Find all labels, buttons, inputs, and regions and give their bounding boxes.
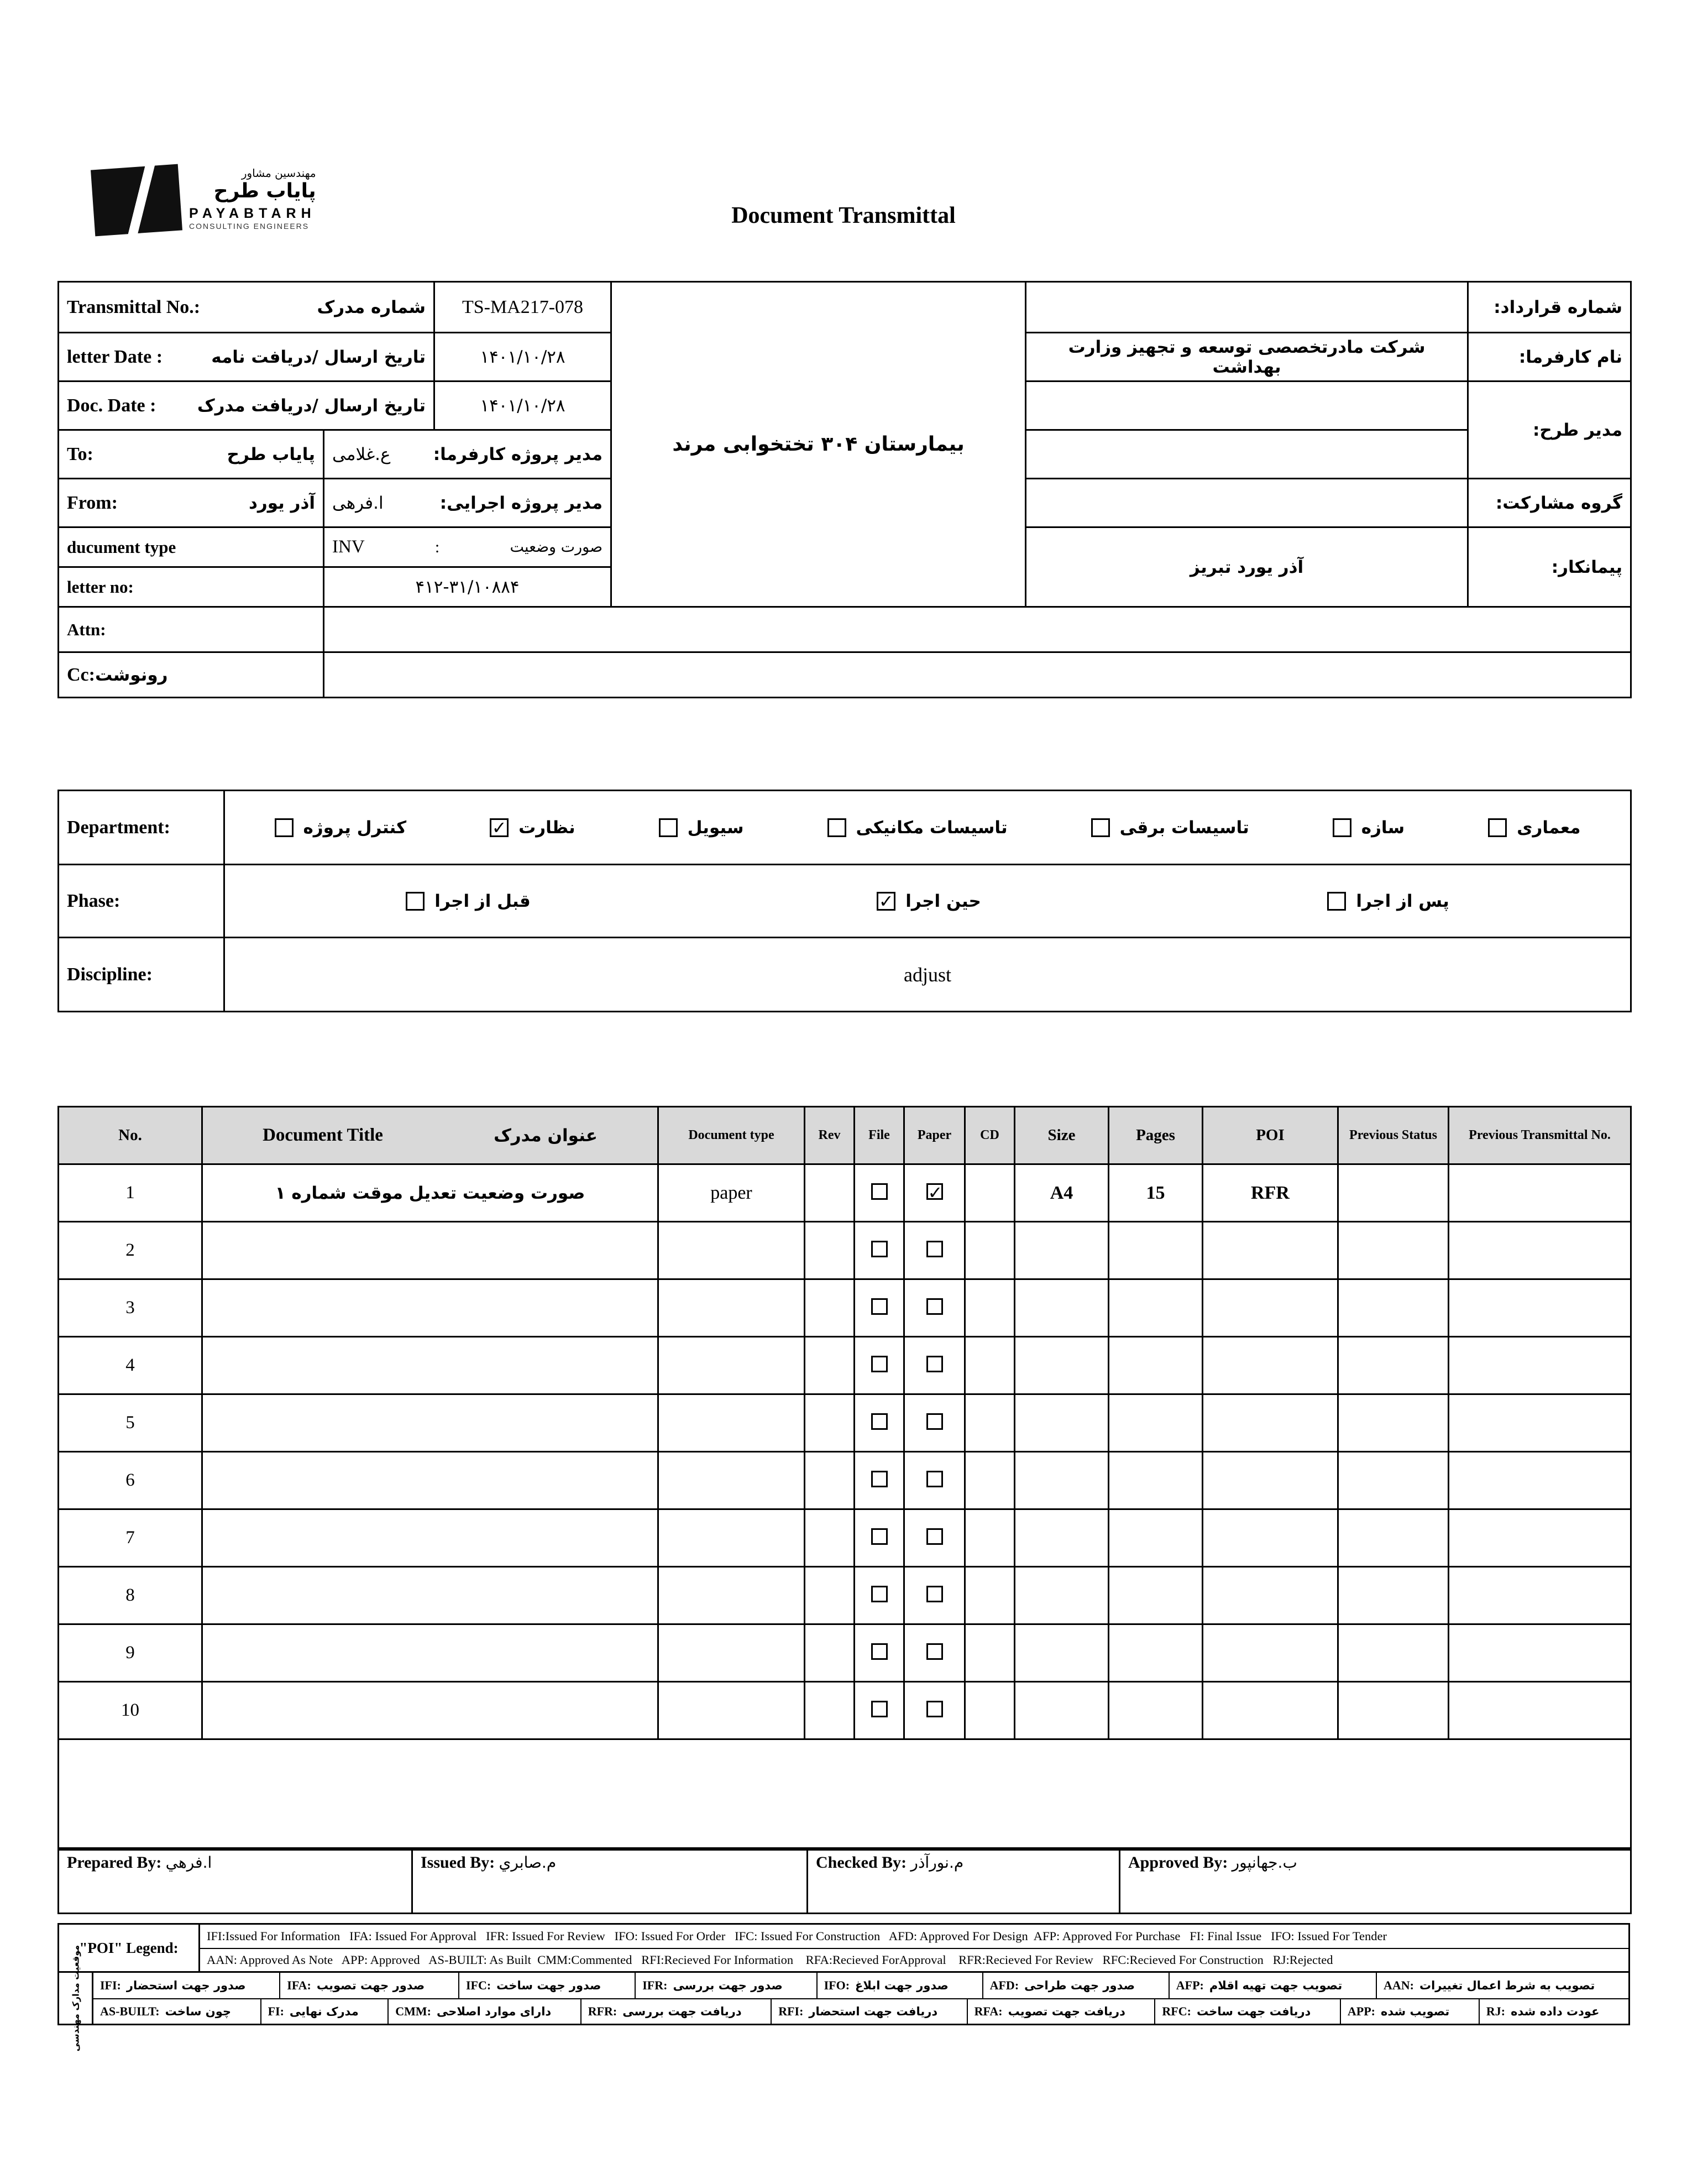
partnership-label: گروه مشارکت: bbox=[1468, 479, 1631, 527]
checkbox-phase-after[interactable] bbox=[1327, 892, 1346, 911]
client-pm-label: مدیر پروژه کارفرما: bbox=[433, 444, 603, 464]
cc-label bbox=[59, 652, 324, 698]
checkbox-dept-mechanical[interactable] bbox=[827, 818, 846, 837]
legend-item: RFI: دریافت جهت استحضار bbox=[772, 1999, 967, 2024]
doc-title: صورت وضعیت تعدیل موقت شماره ۱ bbox=[202, 1164, 658, 1222]
table-row: 7 bbox=[59, 1509, 1631, 1567]
header-prev-transmittal: Previous Transmittal No. bbox=[1449, 1107, 1631, 1164]
table-row: 10 bbox=[59, 1682, 1631, 1739]
issued-by-value: م.صابري bbox=[499, 1853, 557, 1872]
prepared-by-label: Prepared By: bbox=[67, 1853, 162, 1872]
transmittal-no-label-en: Transmittal No.: bbox=[67, 296, 201, 317]
cc-value bbox=[324, 652, 1631, 698]
partnership-value bbox=[1026, 479, 1468, 527]
transmittal-no-label-fa: شماره مدرک bbox=[317, 297, 426, 317]
discipline-label: Discipline: bbox=[59, 938, 224, 1012]
table-row: 3 bbox=[59, 1279, 1631, 1337]
header-file: File bbox=[855, 1107, 904, 1164]
department-options bbox=[233, 818, 1622, 838]
checked-by-label: Checked By: bbox=[816, 1853, 907, 1872]
dept-item: معماری bbox=[1488, 818, 1580, 838]
file-checkbox[interactable] bbox=[871, 1528, 888, 1545]
client-name-label: نام کارفرما: bbox=[1468, 333, 1631, 382]
legend-item: IFC: صدور جهت ساخت bbox=[459, 1973, 636, 1998]
file-checkbox[interactable] bbox=[871, 1183, 888, 1200]
header-poi: POI bbox=[1203, 1107, 1338, 1164]
file-checkbox[interactable] bbox=[871, 1298, 888, 1315]
logo-en-name: PAYABTARH bbox=[189, 206, 316, 222]
phase-label: Phase: bbox=[59, 865, 224, 938]
letter-no-value: ۴۱۲-۳۱/۱۰۸۸۴ bbox=[324, 567, 611, 607]
doc-poi: RFR bbox=[1203, 1164, 1338, 1222]
phase-item: قبل از اجرا bbox=[406, 891, 531, 911]
client-name-value: شرکت مادرتخصصی توسعه و تجهیز وزارت بهداشت bbox=[1026, 333, 1468, 382]
fa-legend-row1 bbox=[93, 1973, 1628, 1998]
approved-by-cell bbox=[1120, 1848, 1631, 1914]
legend-section bbox=[57, 1923, 1630, 2052]
checkbox-dept-architecture[interactable] bbox=[1488, 818, 1507, 837]
paper-checkbox[interactable] bbox=[926, 1241, 943, 1257]
doc-pages: 15 bbox=[1109, 1164, 1203, 1222]
table-row: 6 bbox=[59, 1452, 1631, 1509]
legend-item: AFD: صدور جهت طراحی bbox=[983, 1973, 1170, 1998]
paper-checkbox[interactable] bbox=[926, 1643, 943, 1660]
from-label: From: bbox=[67, 492, 118, 513]
table-row: 5 bbox=[59, 1394, 1631, 1452]
file-checkbox[interactable] bbox=[871, 1586, 888, 1602]
file-checkbox[interactable] bbox=[871, 1356, 888, 1372]
file-checkbox[interactable] bbox=[871, 1471, 888, 1487]
legend-item: RFR: دریافت جهت بررسی bbox=[581, 1999, 772, 2024]
file-checkbox[interactable] bbox=[871, 1643, 888, 1660]
table-row: 4 bbox=[59, 1337, 1631, 1394]
legend-item: AAN: تصویب به شرط اعمال تغییرات bbox=[1384, 1978, 1595, 1992]
dept-item: تاسیسات مکانیکی bbox=[827, 818, 1008, 838]
transmittal-info-table bbox=[57, 281, 1632, 698]
file-checkbox[interactable] bbox=[871, 1241, 888, 1257]
contractor-label: پیمانکار: bbox=[1468, 527, 1631, 607]
dept-item: ✓ نظارت bbox=[490, 818, 575, 838]
to-value: پایاب طرح bbox=[227, 444, 315, 464]
client-pm-value: ع.غلامی bbox=[332, 444, 391, 464]
issued-by-label: Issued By: bbox=[421, 1853, 495, 1872]
legend-item: IFO: صدور جهت ابلاغ bbox=[818, 1973, 983, 1998]
from-value: آذر یورد bbox=[248, 493, 315, 513]
page-title: Document Transmittal bbox=[731, 203, 956, 228]
doc-date-value: ۱۴۰۱/۱۰/۲۸ bbox=[434, 382, 611, 430]
file-checkbox[interactable] bbox=[871, 1413, 888, 1430]
legend-item: AFP: تصویب جهت تهیه اقلام bbox=[1170, 1973, 1377, 1998]
exec-pm-label: مدیر پروژه اجرایی: bbox=[439, 493, 603, 513]
legend-item: IFI: صدور جهت استحضار bbox=[93, 1973, 280, 1998]
doc-size: A4 bbox=[1015, 1164, 1109, 1222]
design-manager-value-2 bbox=[1026, 430, 1468, 479]
letter-no-label: letter no: bbox=[59, 567, 324, 607]
exec-pm-value: ا.فرهی bbox=[332, 493, 384, 513]
dept-item: سیویل bbox=[659, 818, 744, 838]
signature-table bbox=[57, 1847, 1632, 1914]
paper-checkbox[interactable] bbox=[926, 1528, 943, 1545]
logo-fa-subtitle: مهندسین مشاور bbox=[241, 166, 316, 180]
phase-options bbox=[233, 891, 1622, 911]
legend-item: IFR: صدور جهت بررسی bbox=[636, 1973, 817, 1998]
checkbox-dept-structure[interactable] bbox=[1333, 818, 1351, 837]
discipline-value: adjust bbox=[224, 938, 1631, 1012]
file-checkbox[interactable] bbox=[871, 1701, 888, 1717]
header-type: Document type bbox=[658, 1107, 805, 1164]
dept-item: سازه bbox=[1333, 818, 1405, 838]
letter-date-value: ۱۴۰۱/۱۰/۲۸ bbox=[434, 333, 611, 382]
paper-checkbox[interactable] bbox=[926, 1586, 943, 1602]
checkbox-dept-supervision[interactable] bbox=[490, 818, 509, 837]
header-size: Size bbox=[1015, 1107, 1109, 1164]
paper-checkbox[interactable] bbox=[926, 1298, 943, 1315]
checked-by-cell bbox=[808, 1848, 1120, 1914]
legend-item: RJ: عودت داده شده bbox=[1486, 2004, 1600, 2018]
paper-checkbox[interactable] bbox=[926, 1183, 943, 1200]
table-row: 9 bbox=[59, 1624, 1631, 1682]
classification-table bbox=[57, 790, 1632, 1012]
poi-legend-label: "POI" Legend: bbox=[59, 1925, 200, 1971]
checkbox-phase-before[interactable] bbox=[406, 892, 425, 911]
document-list-table bbox=[57, 1106, 1632, 1851]
poi-legend-line1: IFI:Issued For Information IFA: Issued For Approval IFR: Issued For Review IFO: Issued For Order IFC: Issued For Construction AFD: Approved For Design AFP: Approved For Purchase FI: Final Issue IFO: Issued For Tender bbox=[207, 1929, 1387, 1943]
header-no: No. bbox=[59, 1107, 202, 1164]
table-row: 2 bbox=[59, 1222, 1631, 1279]
document-type-value: INV bbox=[332, 537, 365, 557]
document-type-fa: صورت وضعیت bbox=[510, 539, 603, 556]
design-manager-label: مدیر طرح: bbox=[1468, 382, 1631, 479]
cc-label-fa: رونوشت bbox=[95, 665, 168, 685]
checkbox-dept-civil[interactable] bbox=[659, 818, 678, 837]
header-prev-status: Previous Status bbox=[1338, 1107, 1449, 1164]
contractor-value: آذر یورد تبریز bbox=[1026, 527, 1468, 607]
cc-label-en: Cc: bbox=[67, 664, 95, 685]
doc-date-label-en: Doc. Date : bbox=[67, 395, 156, 416]
doc-date-label-fa: تاریخ ارسال /دریافت مدرک bbox=[197, 395, 426, 416]
checked-by-value: م.نورآذر bbox=[910, 1853, 964, 1872]
attn-label: Attn: bbox=[59, 607, 324, 652]
legend-item: APP: تصویب شده bbox=[1341, 1999, 1480, 2024]
paper-checkbox[interactable] bbox=[926, 1471, 943, 1487]
document-type-label: ducument type bbox=[59, 527, 324, 567]
fa-legend-row2 bbox=[93, 1998, 1628, 2024]
header-rev: Rev bbox=[805, 1107, 855, 1164]
logo-en-subtitle: CONSULTING ENGINEERS bbox=[189, 222, 310, 231]
table-row: 8 bbox=[59, 1567, 1631, 1624]
legend-item: FI: مدرک نهایی bbox=[261, 1999, 389, 2024]
engineering-docs-status-label: موقعیت مدارک مهندسی bbox=[59, 1973, 93, 2024]
checkbox-dept-electrical[interactable] bbox=[1091, 818, 1110, 837]
approved-by-value: ب.جهانپور bbox=[1232, 1853, 1297, 1872]
letter-date-label-en: letter Date : bbox=[67, 346, 163, 367]
checkbox-phase-during[interactable] bbox=[877, 892, 895, 911]
header-paper: Paper bbox=[904, 1107, 965, 1164]
design-manager-value-1 bbox=[1026, 382, 1468, 430]
table-row: 1 صورت وضعیت تعدیل موقت شماره ۱ paper ✓ A4 15 RFR bbox=[59, 1164, 1631, 1222]
issued-by-cell bbox=[412, 1848, 808, 1914]
paper-checkbox[interactable] bbox=[926, 1413, 943, 1430]
transmittal-no-value: TS-MA217-078 bbox=[434, 282, 611, 333]
department-label: Department: bbox=[59, 791, 224, 865]
dept-item: تاسیسات برقی bbox=[1091, 818, 1249, 838]
legend-item: RFC: دریافت جهت ساخت bbox=[1155, 1999, 1340, 2024]
header-title: Document Title عنوان مدرک bbox=[202, 1107, 658, 1164]
phase-item: ✓ حین اجرا bbox=[877, 891, 981, 911]
letter-date-label-fa: تاریخ ارسال /دریافت نامه bbox=[211, 347, 426, 367]
to-label: To: bbox=[67, 443, 93, 464]
attn-value bbox=[324, 607, 1631, 652]
approved-by-label: Approved By: bbox=[1128, 1853, 1228, 1872]
prepared-by-value: ا.فرهي bbox=[165, 1853, 212, 1872]
header-cd: CD bbox=[965, 1107, 1015, 1164]
checkbox-dept-control[interactable] bbox=[275, 818, 294, 837]
contract-no-label: شماره قرارداد: bbox=[1468, 282, 1631, 333]
contract-no-value bbox=[1026, 282, 1468, 333]
phase-item: پس از اجرا bbox=[1327, 891, 1449, 911]
dept-item: کنترل پروژه bbox=[275, 818, 407, 838]
logo-fa-name: پایاب طرح bbox=[213, 180, 316, 202]
legend-item: RFA: دریافت جهت تصویب bbox=[968, 1999, 1156, 2024]
header-pages: Pages bbox=[1109, 1107, 1203, 1164]
document-type-colon: : bbox=[434, 537, 440, 556]
notes-area bbox=[59, 1739, 1631, 1850]
paper-checkbox[interactable] bbox=[926, 1356, 943, 1372]
project-name: بیمارستان ۳۰۴ تختخوابی مرند bbox=[611, 282, 1026, 607]
prepared-by-cell bbox=[59, 1848, 412, 1914]
legend-item: CMM: دارای موارد اصلاحی bbox=[389, 1999, 581, 2024]
paper-checkbox[interactable] bbox=[926, 1701, 943, 1717]
poi-legend-line2: AAN: Approved As Note APP: Approved AS-BUILT: As Built CMM:Commented RFI:Recieved For Information RFA:Recieved ForApproval RFR:Recieved For Review RFC:Recieved For Construction RJ:Rejected bbox=[200, 1948, 1628, 1971]
legend-item: AS-BUILT: چون ساخت bbox=[93, 1999, 261, 2024]
legend-item: IFA: صدور جهت تصویب bbox=[280, 1973, 459, 1998]
